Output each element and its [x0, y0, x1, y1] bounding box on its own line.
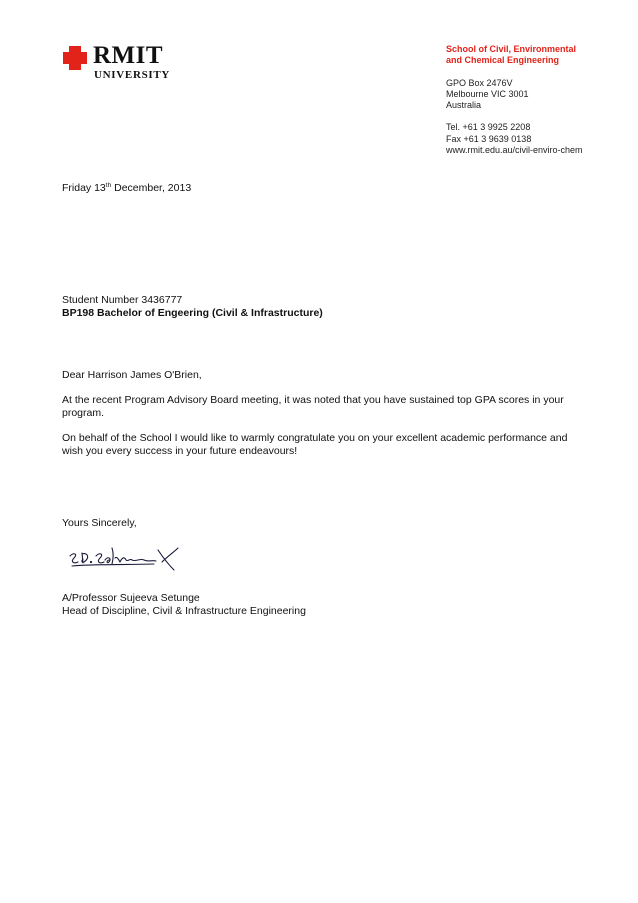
rmit-pixel-emblem-icon — [60, 44, 90, 74]
website-link[interactable]: www.rmit.edu.au/civil-enviro-chem — [446, 145, 583, 156]
body-paragraph-2: On behalf of the School I would like to warmly congratulate you on your excellent academic performance and wish you every success in your future endeavours! — [62, 432, 568, 457]
program-title: BP198 Bachelor of Engeering (Civil & Infrastructure) — [62, 307, 323, 319]
po-box: GPO Box 2476V — [446, 77, 513, 88]
logo-subtitle: UNIVERSITY — [94, 69, 171, 81]
student-number: Student Number 3436777 — [62, 294, 183, 306]
handwritten-signature — [62, 540, 182, 574]
rmit-logo — [60, 44, 172, 82]
closing: Yours Sincerely, — [62, 517, 137, 529]
fax: Fax +61 3 9639 0138 — [446, 133, 532, 144]
department-line-1: School of Civil, Environmental — [446, 44, 577, 54]
body-paragraph-1: At the recent Program Advisory Board meeting, it was noted that you have sustained top GPA scores in your program. — [62, 394, 564, 419]
country: Australia — [446, 100, 482, 111]
letter-date: Friday 13th December, 2013 — [62, 182, 192, 194]
signatory-title: Head of Discipline, Civil & Infrastructure Engineering — [62, 605, 306, 617]
city: Melbourne VIC 3001 — [446, 88, 529, 99]
sender-address — [446, 44, 626, 156]
signatory-name: A/Professor Sujeeva Setunge — [62, 592, 200, 604]
date-ordinal: th — [105, 182, 112, 189]
signatory-block — [62, 592, 582, 618]
student-details — [62, 294, 582, 320]
telephone: Tel. +61 3 9925 2208 — [446, 122, 531, 133]
logo-wordmark: RMIT — [93, 42, 164, 69]
salutation: Dear Harrison James O'Brien, — [62, 369, 202, 381]
department-line-2: and Chemical Engineering — [446, 55, 560, 66]
